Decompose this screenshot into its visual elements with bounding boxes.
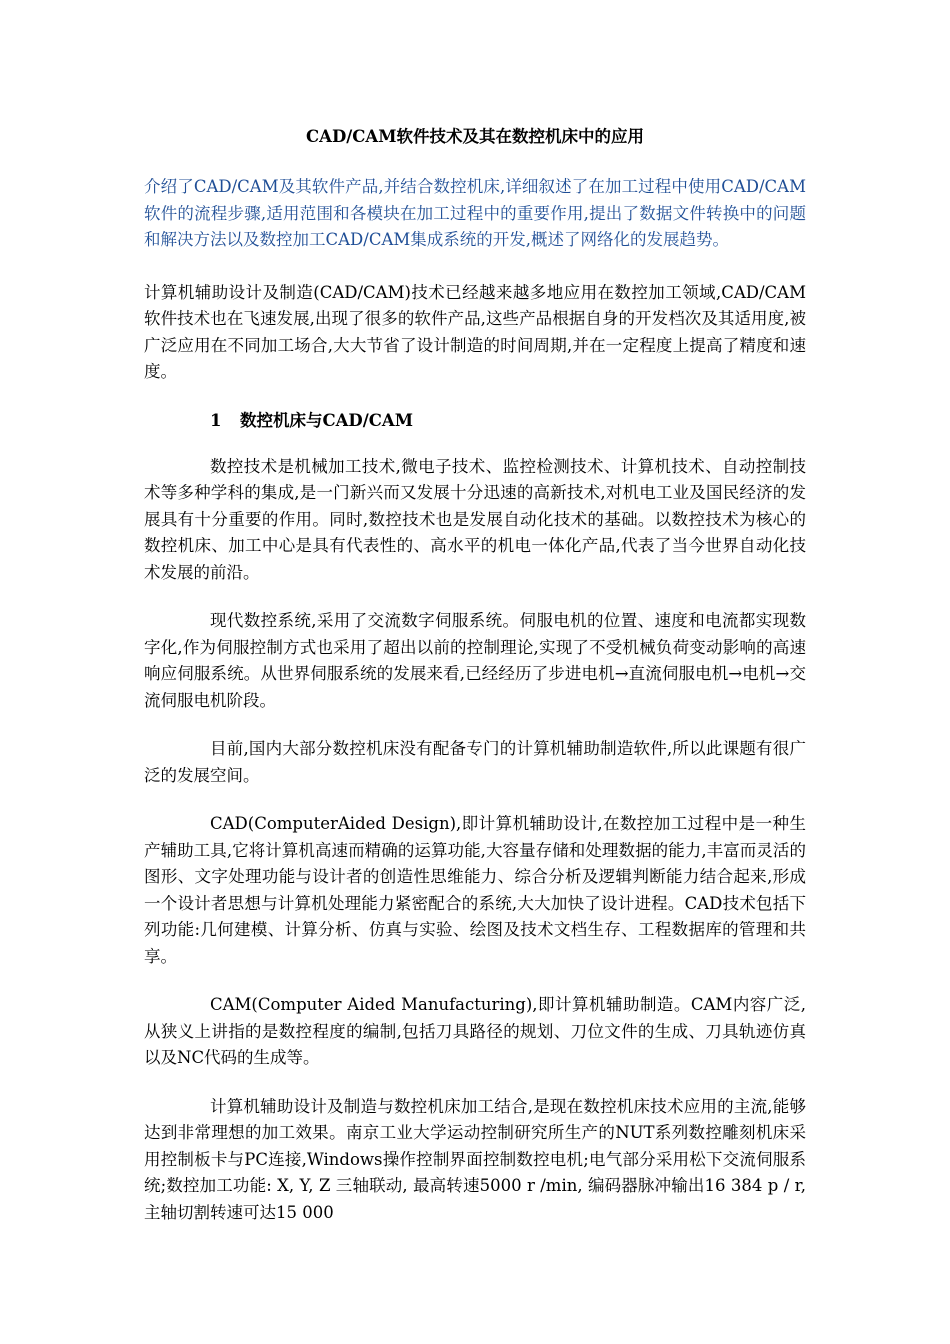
- abstract-paragraph: 介绍了CAD/CAM及其软件产品,并结合数控机床,详细叙述了在加工过程中使用CAD/CAM软件的流程步骤,适用范围和各模块在加工过程中的重要作用,提出了数据文件转换中的问题和解决方法以及数控加工CAD/CAM集成系统的开发,概述了网络化的发展趋势。: [144, 177, 806, 249]
- paragraph-integration: 计算机辅助设计及制造与数控机床加工结合,是现在数控机床技术应用的主流,能够达到非常理想的加工效果。南京工业大学运动控制研究所生产的NUT系列数控雕刻机床采用控制板卡与PC连接,Windows操作控制界面控制数控电机;电气部分采用松下交流伺服系统;数控加工功能: X, Y, Z 三轴联动, 最高转速5000 r /min, 编码器脉冲输出16 384 p / r,主轴切割转速可达15 000: [144, 1096, 806, 1222]
- paragraph-cam-definition: CAM(Computer Aided Manufacturing),即计算机辅助制造。CAM内容广泛,从狭义上讲指的是数控程度的编制,包括刀具路径的规划、刀位文件的生成、刀具轨迹仿真以及NC代码的生成等。: [144, 995, 806, 1067]
- section-number: 1: [210, 410, 222, 430]
- paragraph-cnc-technology: 数控技术是机械加工技术,微电子技术、监控检测技术、计算机技术、自动控制技术等多种学科的集成,是一门新兴而又发展十分迅速的高新技术,对机电工业及国民经济的发展具有十分重要的作用。同时,数控技术也是发展自动化技术的基础。以数控技术为核心的数控机床、加工中心是具有代表性的、高水平的机电一体化产品,代表了当今世界自动化技术发展的前沿。: [144, 456, 806, 582]
- paragraph-servo-system: 现代数控系统,采用了交流数字伺服系统。伺服电机的位置、速度和电流都实现数字化,作为伺服控制方式也采用了超出以前的控制理论,实现了不受机械负荷变动影响的高速响应伺服系统。从世界伺服系统的发展来看,已经经历了步进电机→直流伺服电机→电机→交流伺服电机阶段。: [144, 611, 806, 710]
- intro-paragraph: 计算机辅助设计及制造(CAD/CAM)技术已经越来越多地应用在数控加工领域,CAD/CAM软件技术也在飞速发展,出现了很多的软件产品,这些产品根据自身的开发档次及其适用度,被广泛应用在不同加工场合,大大节省了设计制造的时间周期,并在一定程度上提高了精度和速度。: [144, 282, 806, 381]
- paragraph-domestic-status: 目前,国内大部分数控机床没有配备专门的计算机辅助制造软件,所以此课题有很广泛的发展空间。: [144, 739, 806, 785]
- section-heading: [210, 408, 806, 434]
- document-page: [144, 124, 806, 1248]
- paragraph-cad-definition: CAD(ComputerAided Design),即计算机辅助设计,在数控加工过程中是一种生产辅助工具,它将计算机高速而精确的运算功能,大容量存储和处理数据的能力,丰富而灵活的图形、文字处理功能与设计者的创造性思维能力、综合分析及逻辑判断能力结合起来,形成一个设计者思想与计算机处理能力紧密配合的系统,大大加快了设计进程。CAD技术包括下列功能:几何建模、计算分析、仿真与实验、绘图及技术文档生存、工程数据库的管理和共享。: [144, 814, 806, 966]
- document-title: CAD/CAM软件技术及其在数控机床中的应用: [306, 127, 644, 146]
- section-title: 数控机床与CAD/CAM: [240, 410, 413, 430]
